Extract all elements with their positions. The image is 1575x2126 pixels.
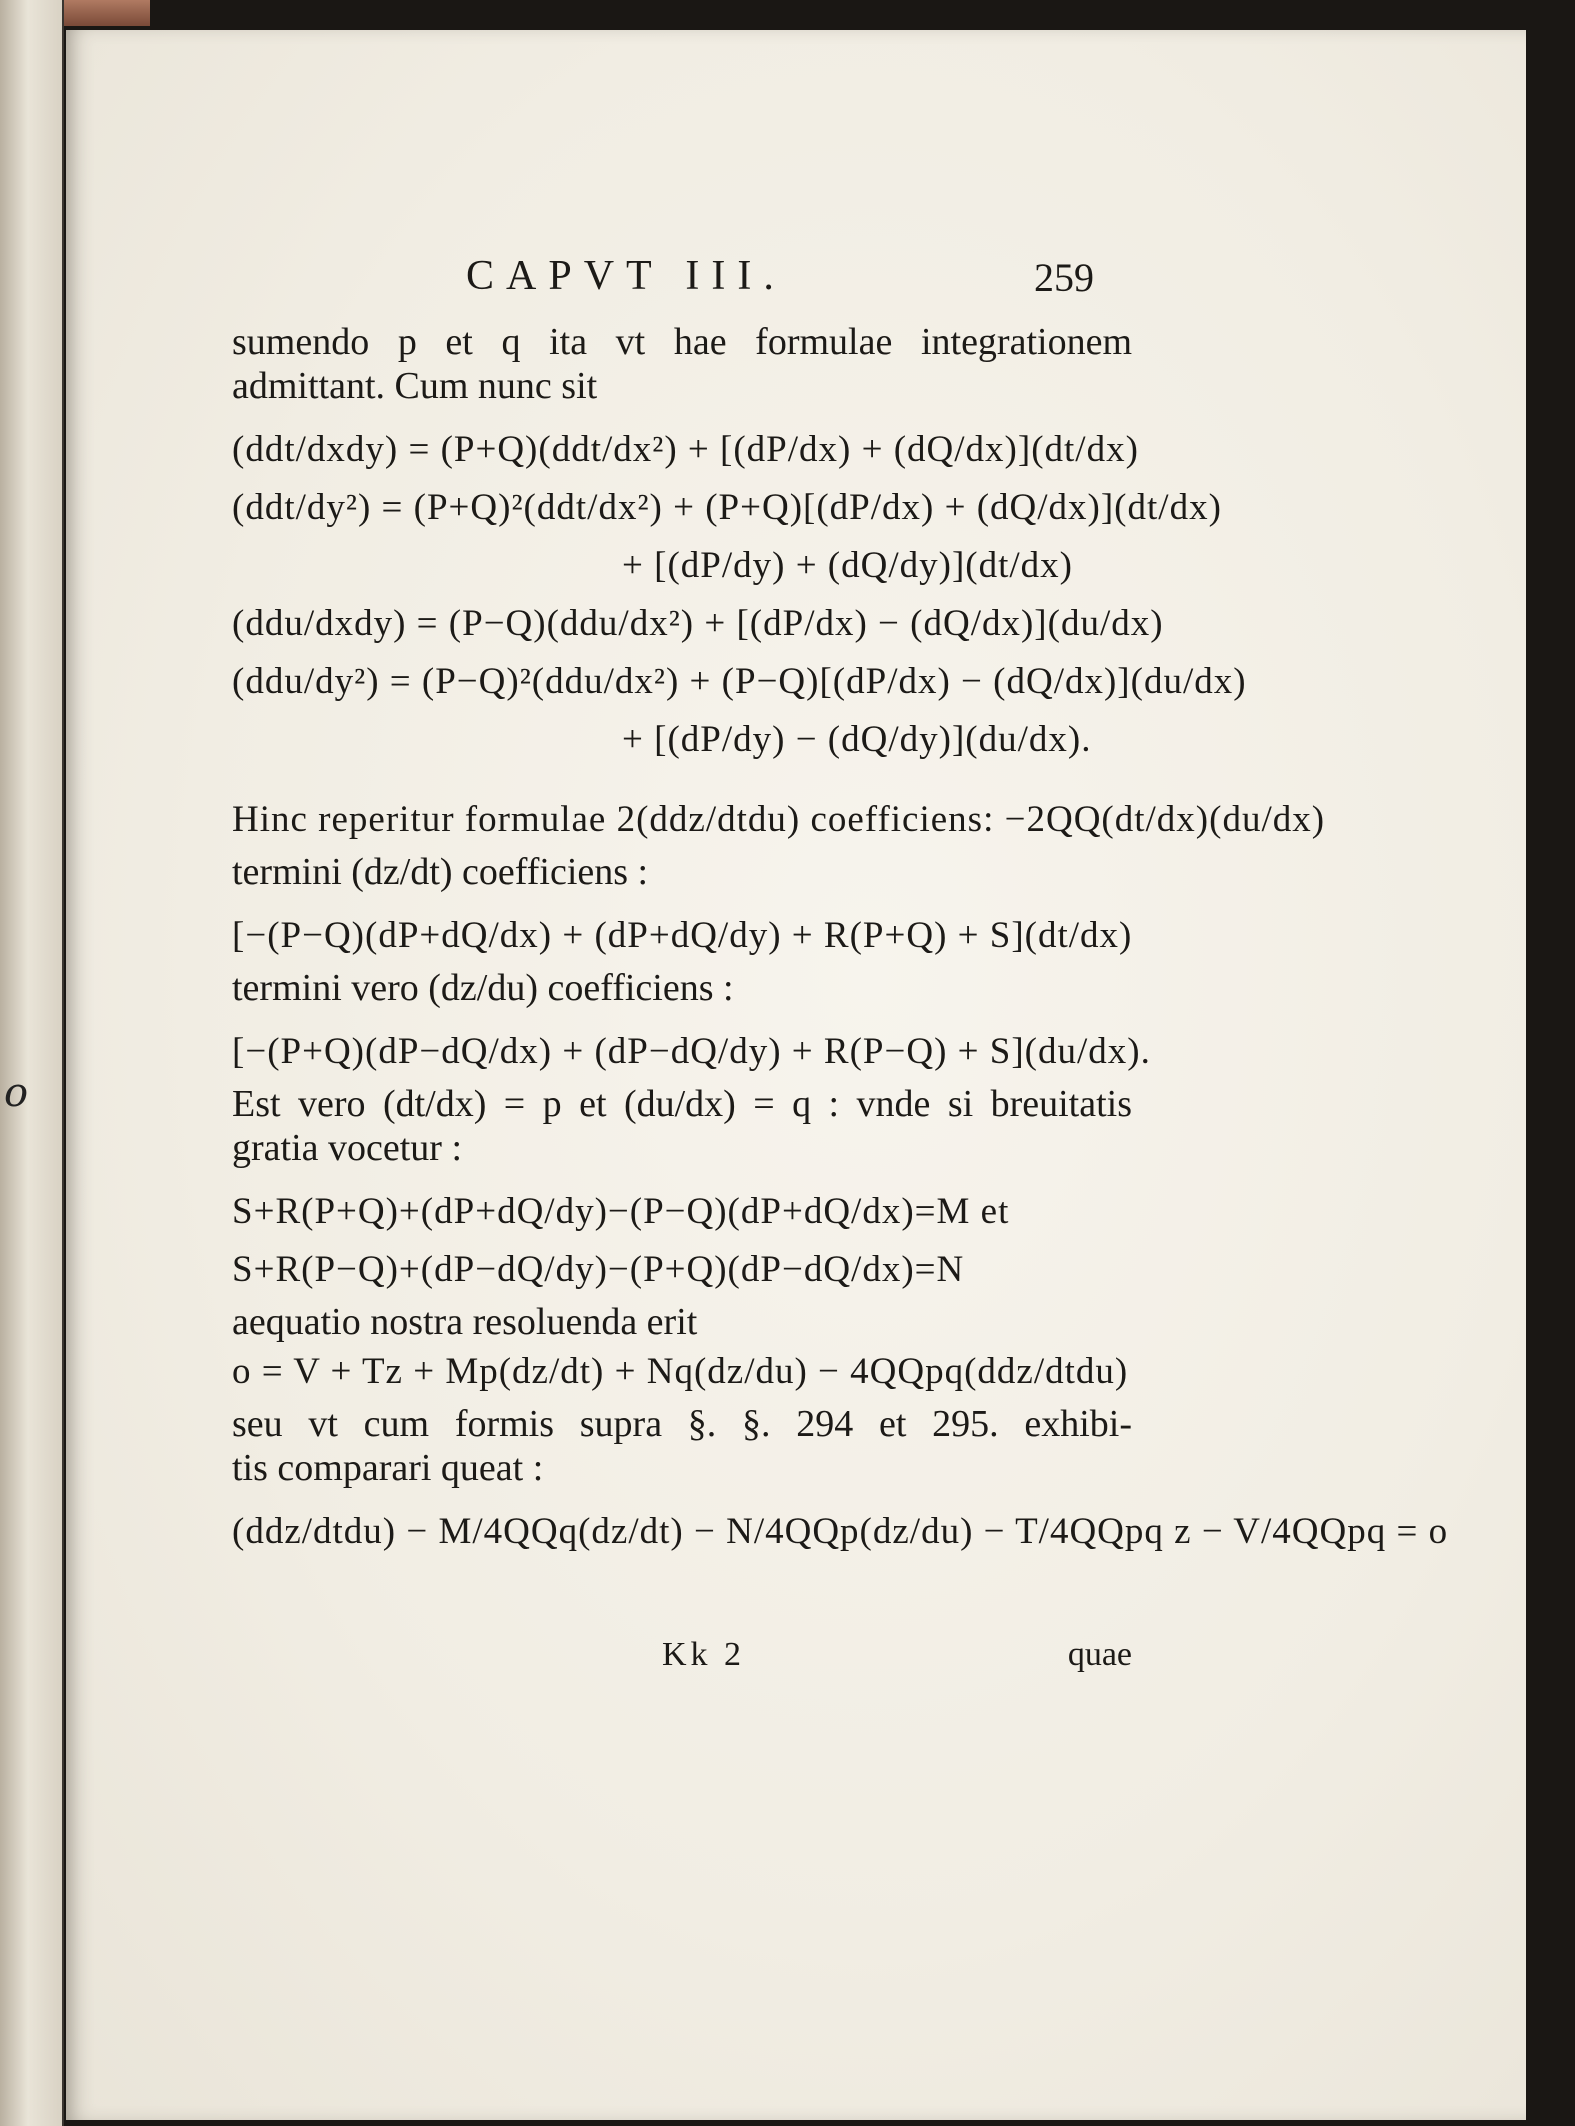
- text-line: gratia vocetur :: [232, 1127, 463, 1169]
- text-line: aequatio nostra resoluenda erit: [232, 1301, 698, 1343]
- page-footer: [232, 1636, 1132, 1680]
- running-head: CAPVT III.: [466, 253, 786, 299]
- page-number: 259: [1034, 255, 1094, 300]
- signature-mark: Kk 2: [662, 1636, 746, 1673]
- text-line: termini (dz/dt) coefficiens :: [232, 851, 649, 893]
- equation-line: o = V + Tz + Mp(dz/dt) + Nq(dz/du) − 4QQpq(ddz/dtdu): [232, 1351, 1129, 1392]
- page-header: [466, 252, 1146, 312]
- text-line: admittant. Cum nunc sit: [232, 365, 598, 407]
- equation-line: S+R(P+Q)+(dP+dQ/dy)−(P−Q)(dP+dQ/dx)=M et: [232, 1191, 1010, 1232]
- equation-line: + [(dP/dy) + (dQ/dy)](dt/dx): [622, 545, 1073, 586]
- page-body: [232, 320, 1449, 1562]
- equation-line: (ddt/dy²) = (P+Q)²(ddt/dx²) + (P+Q)[(dP/dx) + (dQ/dx)](dt/dx): [232, 487, 1222, 528]
- book-page: [66, 30, 1526, 2120]
- text-line: sumendo p et q ita vt hae formulae integrationem: [232, 321, 1132, 363]
- equation-line: Hinc reperitur formulae 2(ddz/dtdu) coefficiens: −2QQ(dt/dx)(du/dx): [232, 799, 1326, 840]
- catchword: quae: [1067, 1636, 1132, 1673]
- text-line: seu vt cum formis supra §. §. 294 et 295. exhibi-: [232, 1403, 1132, 1445]
- equation-line: [−(P−Q)(dP+dQ/dx) + (dP+dQ/dy) + R(P+Q) + S](dt/dx): [232, 915, 1133, 956]
- text-line: termini vero (dz/du) coefficiens :: [232, 967, 734, 1009]
- equation-line: [−(P+Q)(dP−dQ/dx) + (dP−dQ/dy) + R(P−Q) + S](du/dx).: [232, 1031, 1151, 1072]
- equation-line: (ddu/dy²) = (P−Q)²(ddu/dx²) + (P−Q)[(dP/dx) − (dQ/dx)](du/dx): [232, 661, 1247, 702]
- equation-line: (ddt/dxdy) = (P+Q)(ddt/dx²) + [(dP/dx) + (dQ/dx)](dt/dx): [232, 429, 1139, 470]
- equation-line: (ddu/dxdy) = (P−Q)(ddu/dx²) + [(dP/dx) − (dQ/dx)](du/dx): [232, 603, 1164, 644]
- text-line: Est vero (dt/dx) = p et (du/dx) = q : vnde si breuitatis: [232, 1083, 1132, 1125]
- equation-line: + [(dP/dy) − (dQ/dy)](du/dx).: [622, 719, 1092, 760]
- facing-page-glyph: o: [4, 1070, 29, 1116]
- facing-page-edge: [0, 0, 64, 2126]
- equation-line: (ddz/dtdu) − M/4QQq(dz/dt) − N/4QQp(dz/du) − T/4QQpq z − V/4QQpq = o: [232, 1511, 1449, 1552]
- equation-line: S+R(P−Q)+(dP−dQ/dy)−(P+Q)(dP−dQ/dx)=N: [232, 1249, 965, 1290]
- text-line: tis comparari queat :: [232, 1447, 544, 1489]
